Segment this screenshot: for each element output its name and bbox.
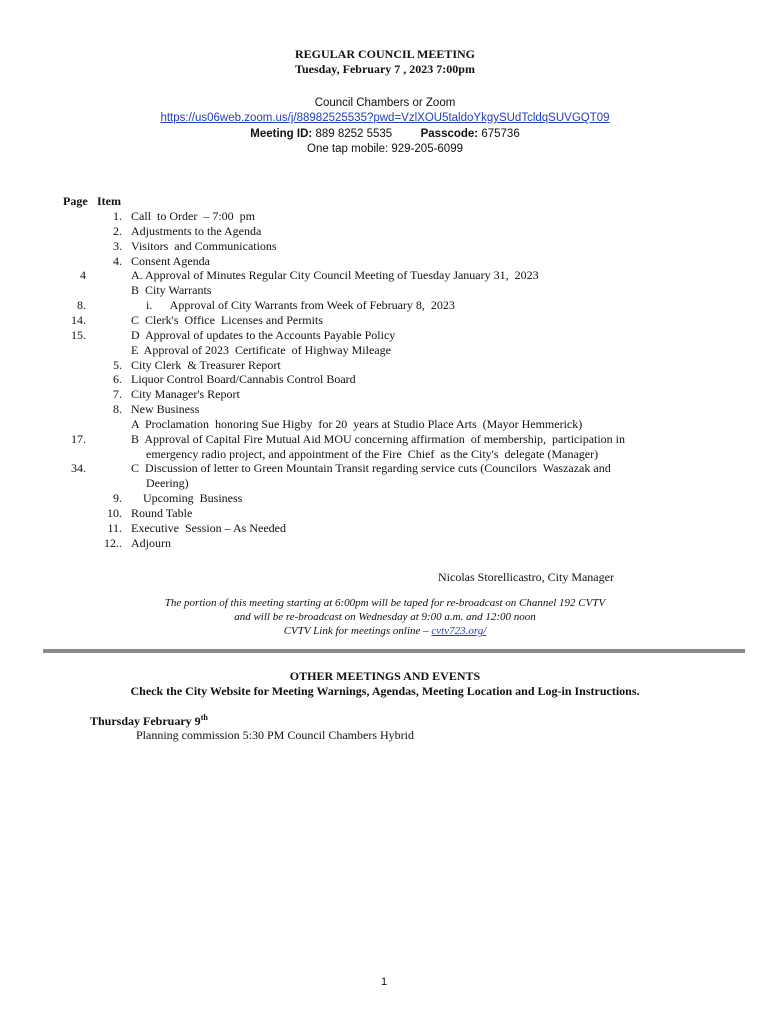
agenda-item-text: D Approval of updates to the Accounts Payable Policy <box>131 327 396 342</box>
agenda-item-number <box>88 447 122 462</box>
agenda-item-page <box>60 417 86 432</box>
agenda-item-text: emergency radio project, and appointment of the Fire Chief as the City's delegate (Manager) <box>131 446 599 461</box>
agenda-item-number <box>88 476 122 491</box>
passcode-label: Passcode: <box>420 128 479 140</box>
agenda-item-text: New Business <box>131 402 200 417</box>
agenda-item-text: Visitors and Communications <box>131 238 277 253</box>
agenda-item-text: Call to Order – 7:00 pm <box>131 209 255 223</box>
meeting-id-label: Meeting ID: <box>250 128 313 140</box>
agenda-item-number: 1. <box>113 209 122 223</box>
broadcast-line-2: and will be re-broadcast on Wednesday at 9:00 a.m. and 12:00 noon <box>234 611 536 623</box>
agenda-item-number: 9. <box>113 491 122 506</box>
agenda-item-text: Adjustments to the Agenda <box>131 223 262 238</box>
agenda-item-number <box>88 417 122 432</box>
agenda-item-number <box>88 328 122 343</box>
agenda-item-text: C Clerk's Office Licenses and Permits <box>131 312 323 327</box>
agenda-item-page: 15. <box>71 327 86 342</box>
agenda-item-page <box>60 224 86 239</box>
agenda-item-number <box>88 461 122 476</box>
other-meetings-title: OTHER MEETINGS AND EVENTS <box>289 669 481 683</box>
item-column-header: Item <box>97 194 121 208</box>
agenda-item-page <box>60 358 86 373</box>
agenda-item-text: B City Warrants <box>131 283 212 298</box>
broadcast-line-3: CVTV Link for meetings online – cvtv723.org/ <box>283 625 487 637</box>
agenda-item-number <box>88 432 122 447</box>
agenda-item-page: 17. <box>71 431 86 446</box>
cvtv-link[interactable]: cvtv723.org/ <box>431 625 487 637</box>
agenda-item-text: A Proclamation honoring Sue Higby for 20 years at Studio Place Arts (Mayor Hemmerick) <box>131 416 583 431</box>
zoom-link-row <box>0 112 770 124</box>
agenda-item-page <box>60 402 86 417</box>
agenda-item-text: i. Approval of City Warrants from Week of February 8, 2023 <box>131 298 455 313</box>
agenda-item-text: City Clerk & Treasurer Report <box>131 357 281 372</box>
agenda-item-page: 34. <box>71 461 86 476</box>
broadcast-line-1: The portion of this meeting starting at 6:00pm will be taped for re-broadcast on Channel 192 CVTV <box>164 597 606 609</box>
one-tap-mobile: One tap mobile: 929-205-6099 <box>307 143 463 155</box>
agenda-item-page: 14. <box>71 312 86 327</box>
agenda-item-page <box>60 521 86 536</box>
agenda-item-number: 5. <box>113 357 122 372</box>
agenda-item-page <box>60 491 86 506</box>
agenda-item-text: Liquor Control Board/Cannabis Control Board <box>131 372 356 387</box>
city-manager-signature: Nicolas Storellicastro, City Manager <box>438 570 614 584</box>
agenda-item-number: 6. <box>113 372 122 387</box>
agenda-item-number: 11. <box>107 520 122 535</box>
agenda-item-page <box>60 283 86 298</box>
agenda-item-number: 3. <box>113 238 122 253</box>
agenda-item-text: Adjourn <box>131 535 171 550</box>
agenda-item-text: Round Table <box>131 506 193 520</box>
agenda-item-number <box>88 268 122 283</box>
agenda-item-text: B Approval of Capital Fire Mutual Aid MOU concerning affirmation of membership, participation in <box>131 431 626 446</box>
agenda-item-text: A. Approval of Minutes Regular City Council Meeting of Tuesday January 31, 2023 <box>131 268 539 283</box>
meeting-credentials <box>0 128 770 140</box>
agenda-item-page <box>60 372 86 387</box>
agenda-item-page <box>60 209 86 224</box>
agenda-item-page: 8. <box>77 298 86 313</box>
agenda-item-page <box>60 239 86 254</box>
agenda-item-number <box>88 313 122 328</box>
agenda-item-text: City Manager's Report <box>131 387 240 402</box>
agenda-item-number: 7. <box>113 387 122 402</box>
agenda-item-number <box>88 343 122 358</box>
agenda-item-page <box>60 387 86 402</box>
agenda-item-text: C Discussion of letter to Green Mountain Transit regarding service cuts (Councilors Waszazak and <box>131 461 611 476</box>
agenda-item-text: Upcoming Business <box>131 491 243 506</box>
meeting-location: Council Chambers or Zoom <box>314 97 456 109</box>
agenda-item-number: 12.. <box>104 535 122 550</box>
agenda-item-text: Deering) <box>131 476 189 491</box>
agenda-item-page: 4 <box>80 268 86 283</box>
agenda-item-page <box>60 476 86 491</box>
event-date: Thursday February 9th <box>90 713 208 728</box>
agenda-item-page <box>60 506 86 521</box>
passcode: 675736 <box>481 128 520 140</box>
agenda-item-page <box>60 447 86 462</box>
event-planning-commission: Planning commission 5:30 PM Council Chambers Hybrid <box>136 728 414 742</box>
meeting-title: REGULAR COUNCIL MEETING <box>294 47 476 61</box>
agenda-item-text: Executive Session – As Needed <box>131 520 286 535</box>
meeting-date: Tuesday, February 7 , 2023 7:00pm <box>295 62 475 76</box>
agenda-item-number: 10. <box>107 506 122 520</box>
agenda-item-page <box>60 343 86 358</box>
zoom-link[interactable]: https://us06web.zoom.us/j/88982525535?pwd=VzlXOU5taldoYkgySUdTcldqSUVGQT09 <box>160 112 610 124</box>
page-number: 1 <box>381 976 388 988</box>
agenda-item-number <box>88 298 122 313</box>
page-column-header: Page <box>63 194 88 208</box>
section-divider <box>43 649 745 653</box>
meeting-id: 889 8252 5535 <box>315 128 393 140</box>
agenda-item-text: E Approval of 2023 Certificate of Highway Mileage <box>131 342 391 357</box>
agenda-item-text: Consent Agenda <box>131 253 210 268</box>
agenda-item-number: 2. <box>113 223 122 238</box>
agenda-item-number <box>88 283 122 298</box>
agenda-item-page <box>60 536 86 551</box>
agenda-item-number: 8. <box>113 402 122 417</box>
other-meetings-subtitle: Check the City Website for Meeting Warnings, Agendas, Meeting Location and Log-in Instructions. <box>130 684 640 698</box>
agenda-item-page <box>60 254 86 269</box>
agenda-item-number: 4. <box>113 253 122 268</box>
